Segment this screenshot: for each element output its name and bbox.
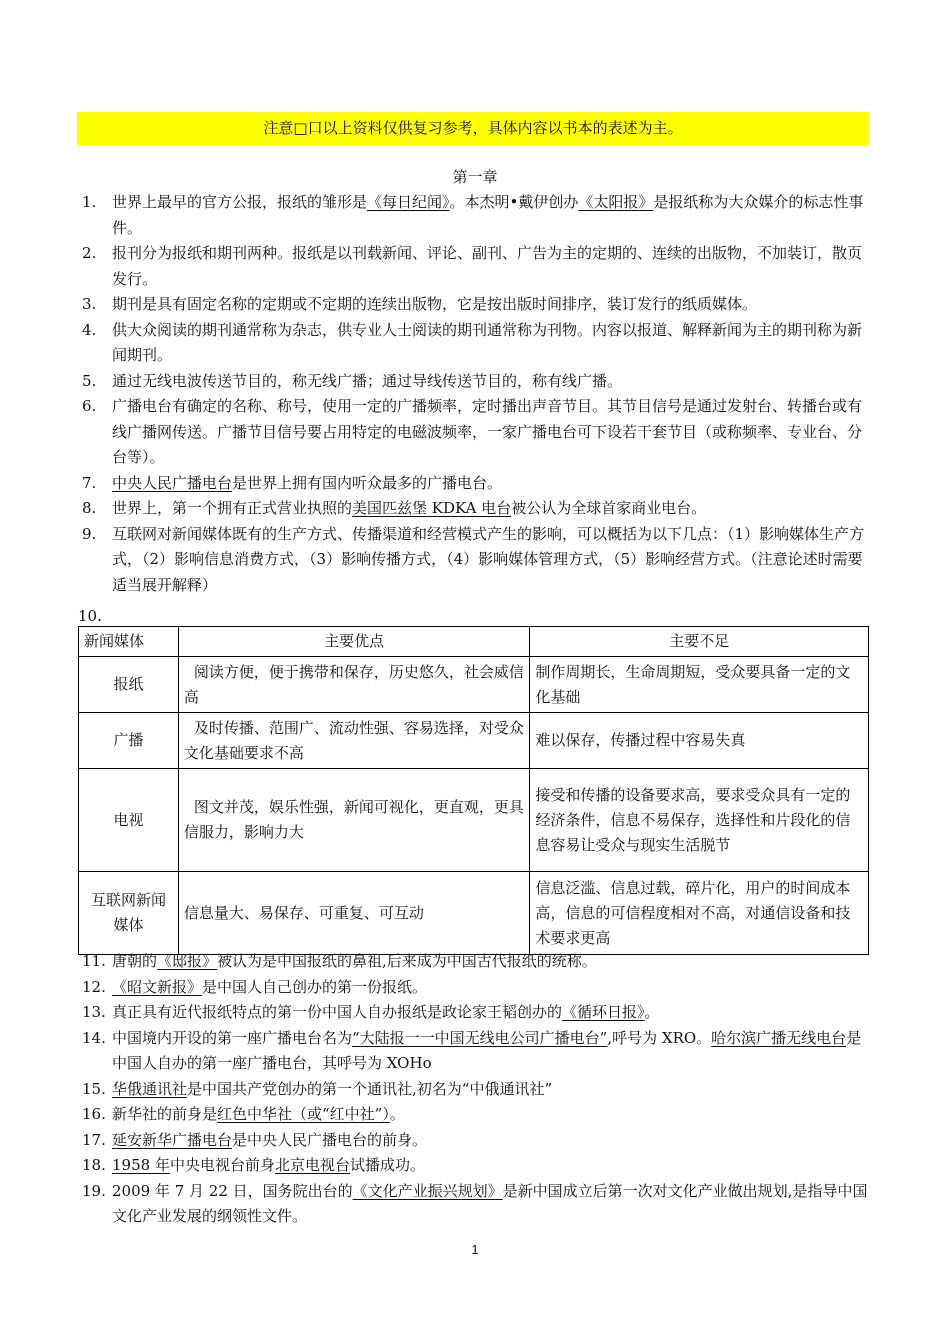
list-item-text: 是中国人自办的第一座广播电台，其呼号为 XOHo [112, 1028, 862, 1072]
list-item [78, 318, 870, 369]
table-row [79, 657, 869, 713]
list-item [78, 1102, 870, 1128]
underlined-term: 美国匹兹堡 KDKA 电台 [352, 499, 512, 517]
table-row [79, 872, 869, 955]
list-item-text: 被公认为全球首家商业电台。 [511, 499, 707, 517]
media-cell: 互联网新闻媒体 [79, 872, 179, 955]
list-item-number: 17. [82, 1130, 106, 1149]
list-item-number: 19. [82, 1181, 106, 1200]
media-cell: 报纸 [79, 657, 179, 713]
underlined-term: 《昭文新报》 [112, 977, 203, 996]
numbered-list-part-1 [78, 190, 870, 598]
list-item-text: 通过无线电波传送节目的，称无线广播；通过导线传送节目的，称有线广播。 [112, 371, 623, 390]
chapter-title: 第一章 [452, 168, 498, 186]
list-item [78, 496, 870, 522]
list-item [78, 241, 870, 292]
list-item-number: 7. [82, 473, 97, 492]
list-item [78, 471, 870, 497]
list-item [78, 1179, 870, 1230]
list-item-number: 5. [82, 371, 97, 390]
table-row [79, 769, 869, 872]
list-item-text: 真正具有近代报纸特点的第一份中国人自办报纸是政论家王韬创办的 [112, 1003, 563, 1021]
list-item-text: 是中国人自己创办的第一份报纸。 [202, 977, 428, 996]
list-item-number: 13. [82, 1003, 106, 1021]
list-item [78, 1077, 870, 1103]
list-item [78, 292, 870, 318]
underlined-term: 中央人民广播电台 [112, 473, 233, 492]
numbered-list-part-2 [78, 949, 870, 1230]
pros-cell: 信息量大、易保存、可重复、可互动 [178, 872, 530, 955]
table-header-row [79, 627, 869, 657]
list-item-number: 2. [82, 244, 97, 262]
list-item-number: 8. [82, 499, 97, 517]
underlined-term: 北京电视台 [274, 1156, 350, 1174]
media-comparison-table [78, 626, 869, 955]
media-cell: 电视 [79, 769, 179, 872]
list-item-number: 14. [82, 1028, 106, 1047]
list-item-text: 广播电台有确定的名称、称号，使用一定的广播频率，定时播出声音节目。其节目信号是通过发射台、转播台或有线广播网传送。广播节目信号要占用特定的电磁波频率，一家广播电台可下设若干套节目（或称频率、专业台、分台等）。 [112, 397, 863, 466]
list-item-number: 11. [82, 952, 106, 970]
list-item [78, 975, 870, 1001]
list-item-number: 16. [82, 1105, 106, 1123]
list-item-text: 世界上，第一个拥有正式营业执照的 [112, 499, 353, 517]
list-item-text: ,呼号为 XRO。 [607, 1028, 712, 1047]
list-item [78, 1153, 870, 1179]
list-item-text: 是中央人民广播电台的前身。 [232, 1130, 428, 1149]
cons-cell: 接受和传播的设备要求高，要求受众具有一定的经济条件，信息不易保存，选择性和片段化的信息容易让受众与现实生活脱节 [530, 769, 869, 872]
list-item [78, 1000, 870, 1026]
cons-cell: 信息泛滥、信息过载，碎片化，用户的时间成本高，信息的可信程度相对不高，对通信设备和技术要求更高 [530, 872, 869, 955]
table-row [79, 713, 869, 769]
list-item-number: 15. [82, 1079, 106, 1098]
list-item-text: 试播成功。 [349, 1156, 425, 1174]
list-item-text: 。 [644, 1003, 660, 1021]
media-cell: 广播 [79, 713, 179, 769]
list-item-number: 9. [82, 524, 97, 543]
list-item-text: 唐朝的 [112, 952, 158, 970]
list-item-text: 互联网对新闻媒体既有的生产方式、传播渠道和经营模式产生的影响，可以概括为以下几点：（1）影响媒体生产方式，（2）影响信息消费方式，（3）影响传播方式，（4）影响媒体管理方式，（5）影响经营方式。（注意论述时需要适当展开解释） [112, 524, 865, 594]
underlined-term: 哈尔滨广播无线电台 [711, 1028, 847, 1047]
underlined-term: “大陆报一一中国无线电公司广播电台” [352, 1028, 608, 1047]
header-media: 新闻媒体 [79, 627, 179, 657]
list-item-number: 18. [82, 1156, 106, 1174]
list-item [78, 190, 870, 241]
list-item [78, 522, 870, 599]
list-item-number: 12. [82, 977, 106, 996]
list-item-text: 报刊分为报纸和期刊两种。报纸是以刊载新闻、评论、副刊、广告为主的定期的、连续的出版物，不加装订，散页发行。 [112, 244, 863, 288]
underlined-term: 《文化产业振兴规划》 [352, 1181, 503, 1200]
list-item-number: 3. [82, 295, 97, 313]
list-item [78, 369, 870, 395]
underlined-term: 《太阳报》 [578, 193, 654, 211]
list-item [78, 1128, 870, 1154]
list-item-text: 世界上最早的官方公报，报纸的雏形是 [112, 193, 368, 211]
item-10-label: 10. [78, 607, 102, 625]
list-item-text: 是新中国成立后第一次对文化产业做出规划,是指导中国文化产业发展的纲领性文件。 [112, 1181, 868, 1225]
header-pros: 主要优点 [178, 627, 530, 657]
list-item-text: 是中国共产党创办的第一个通讯社,初名为“中俄通讯社” [187, 1079, 553, 1098]
list-item-text: 是世界上拥有国内听众最多的广播电台。 [232, 473, 503, 492]
page-number: 1 [471, 1242, 479, 1257]
underlined-term: 红色中华社（或“红中社”） [217, 1105, 390, 1123]
underlined-term: 华俄通讯社 [112, 1079, 188, 1098]
cons-cell: 难以保存，传播过程中容易失真 [530, 713, 869, 769]
header-cons: 主要不足 [530, 627, 869, 657]
cons-cell: 制作周期长，生命周期短，受众要具备一定的文化基础 [530, 657, 869, 713]
review-notice-banner: 注意□口以上资料仅供复习参考，具体内容以书本的表述为主。 [77, 112, 869, 145]
underlined-term: 《循环日报》 [562, 1003, 645, 1021]
list-item-text: 新华社的前身是 [112, 1105, 218, 1123]
pros-cell: 图文并茂，娱乐性强，新闻可视化，更直观，更具信服力，影响力大 [178, 769, 530, 872]
pros-cell: 阅读方便，便于携带和保存，历史悠久，社会威信高 [178, 657, 530, 713]
list-item-number: 4. [82, 320, 97, 339]
list-item-text: 期刊是具有固定名称的定期或不定期的连续出版物，它是按出版时间排序，装订发行的纸质媒体。 [112, 295, 758, 313]
list-item-number: 6. [82, 397, 97, 415]
list-item-number: 1. [82, 193, 97, 211]
list-item [78, 949, 870, 975]
underlined-term: 《邸报》 [157, 952, 218, 970]
underlined-term: 《每日纪闻》 [367, 193, 450, 211]
list-item-text: 2009 年 7 月 22 日，国务院出台的 [112, 1181, 353, 1200]
list-item-text: 是报纸称为大众媒介的标志性事件。 [112, 193, 864, 237]
list-item-text: 。本杰明•戴伊创办 [449, 193, 579, 211]
underlined-term: 1958 年 [112, 1156, 170, 1174]
list-item-text: 中央电视台前身 [169, 1156, 275, 1174]
list-item-text: 被认为是中国报纸的鼻祖,后来成为中国古代报纸的统称。 [217, 952, 597, 970]
list-item-text: 。 [389, 1105, 405, 1123]
list-item [78, 1026, 870, 1077]
list-item [78, 394, 870, 471]
list-item-text: 中国境内开设的第一座广播电台名为 [112, 1028, 353, 1047]
pros-cell: 及时传播、范围广、流动性强、容易选择，对受众文化基础要求不高 [178, 713, 530, 769]
list-item-text: 供大众阅读的期刊通常称为杂志，供专业人士阅读的期刊通常称为刊物。内容以报道、解释新闻为主的期刊称为新闻期刊。 [112, 320, 863, 364]
underlined-term: 延安新华广播电台 [112, 1130, 233, 1149]
